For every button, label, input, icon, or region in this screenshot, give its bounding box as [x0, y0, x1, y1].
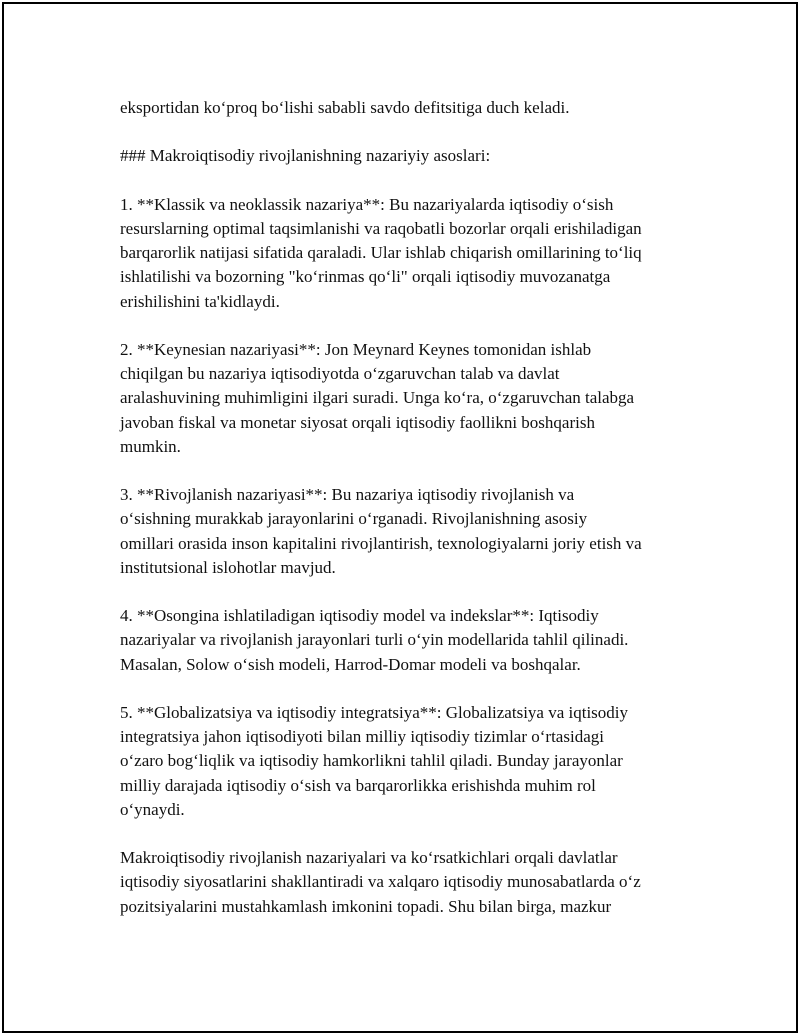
- text-line: 2. **Keynesian nazariyasi**: Jon Meynard Keynes tomonidan ishlab: [120, 339, 592, 359]
- text-line: omillari orasida inson kapitalini rivojlantirish, texnologiyalarni joriy etish va: [120, 533, 642, 553]
- section-heading: [120, 144, 700, 168]
- list-item-3: [120, 483, 700, 580]
- text-line: resurslarning optimal taqsimlanishi va raqobatli bozorlar orqali erishiladigan: [120, 218, 642, 238]
- text-line: eksportidan ko‘proq bo‘lishi sababli savdo defitsitiga duch keladi.: [120, 98, 570, 117]
- text-line: chiqilgan bu nazariya iqtisodiyotda o‘zgaruvchan talab va davlat: [120, 364, 560, 384]
- list-item-2: [120, 338, 700, 459]
- text-line: o‘zaro bog‘liqlik va iqtisodiy hamkorlikni tahlil qiladi. Bunday jarayonlar: [120, 751, 623, 771]
- text-line: 5. **Globalizatsiya va iqtisodiy integratsiya**: Globalizatsiya va iqtisodiy: [120, 702, 629, 722]
- text-line: institutsional islohotlar mavjud.: [120, 557, 336, 577]
- list-item-1: [120, 193, 700, 314]
- text-line: 3. **Rivojlanish nazariyasi**: Bu nazariya iqtisodiy rivojlanish va: [120, 485, 575, 505]
- text-line: mumkin.: [120, 436, 181, 456]
- text-line: erishilishini ta'kidlaydi.: [120, 291, 280, 311]
- text-line: ### Makroiqtisodiy rivojlanishning nazariyiy asoslari:: [120, 146, 491, 166]
- text-line: 1. **Klassik va neoklassik nazariya**: Bu nazariyalarda iqtisodiy o‘sish: [120, 194, 614, 214]
- text-line: pozitsiyalarini mustahkamlash imkonini topadi. Shu bilan birga, mazkur: [120, 896, 612, 916]
- text-line: barqarorlik natijasi sifatida qaraladi. Ular ishlab chiqarish omillarining to‘liq: [120, 243, 642, 263]
- list-item-4: [120, 604, 700, 677]
- text-line: o‘ynaydi.: [120, 799, 185, 819]
- page-frame: [2, 2, 798, 1033]
- text-line: integratsiya jahon iqtisodiyoti bilan milliy iqtisodiy tizimlar o‘rtasidagi: [120, 727, 604, 747]
- text-line: Makroiqtisodiy rivojlanish nazariyalari va ko‘rsatkichlari orqali davlatlar: [120, 848, 618, 868]
- text-line: 4. **Osongina ishlatiladigan iqtisodiy model va indekslar**: Iqtisodiy: [120, 606, 599, 626]
- text-line: Masalan, Solow o‘sish modeli, Harrod-Domar modeli va boshqalar.: [120, 654, 581, 674]
- text-line: javoban fiskal va monetar siyosat orqali iqtisodiy faollikni boshqarish: [120, 412, 595, 432]
- document-body: [120, 96, 700, 943]
- text-line: iqtisodiy siyosatlarini shakllantiradi va xalqaro iqtisodiy munosabatlarda o‘z: [120, 872, 641, 892]
- list-item-5: [120, 701, 700, 822]
- text-line: aralashuvining muhimligini ilgari suradi. Unga ko‘ra, o‘zgaruvchan talabga: [120, 388, 635, 408]
- text-line: milliy darajada iqtisodiy o‘sish va barqarorlikka erishishda muhim rol: [120, 775, 596, 795]
- text-line: o‘sishning murakkab jarayonlarini o‘rganadi. Rivojlanishning asosiy: [120, 509, 588, 529]
- text-line: ishlatilishi va bozorning "ko‘rinmas qo‘li" orqali iqtisodiy muvozanatga: [120, 267, 611, 287]
- closing-paragraph: [120, 846, 700, 919]
- paragraph-intro-fragment: [120, 96, 700, 120]
- text-line: nazariyalar va rivojlanish jarayonlari turli o‘yin modellarida tahlil qilinadi.: [120, 630, 629, 650]
